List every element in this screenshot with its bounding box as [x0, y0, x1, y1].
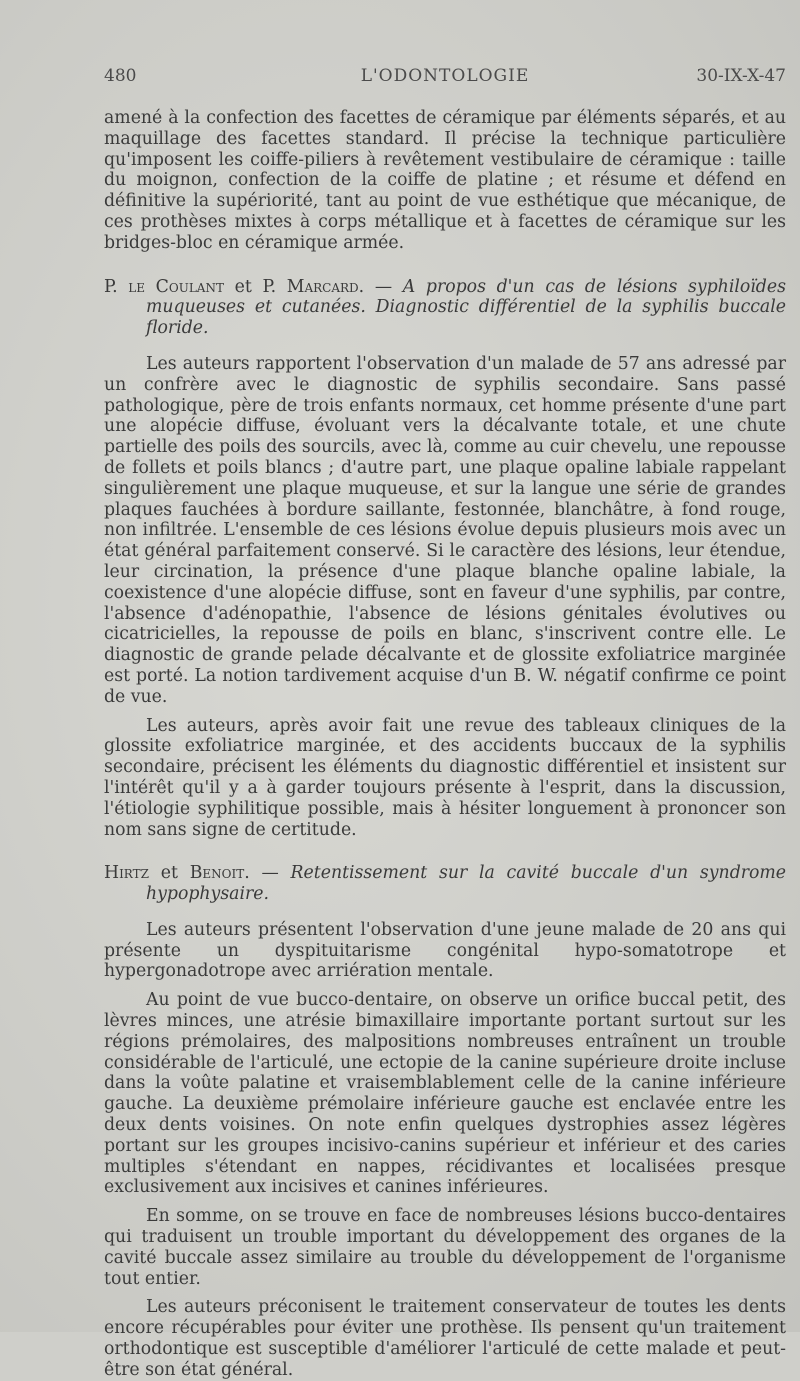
title-dash: —	[374, 276, 393, 297]
review-paragraph: Les auteurs rapportent l'observation d'un malade de 57 ans adressé par un confrère avec le diagnostic de syphilis secondaire. Sans passé pathologique, père de trois enfants normaux, cet homme présente d'une part une alopécie diffuse, évoluant vers la décalvante totale, et une chute partielle des poils des sourcils, avec là, comme au cuir chevelu, une repousse de follets et poils blancs ; d'autre part, une plaque opaline labiale rappelant singulièrement une plaque muqueuse, et sur la langue une série de grandes plaques fauchées à bordure saillante, festonnée, blanchâtre, à fond rouge, non infiltrée. L'ensemble de ces lésions évolue depuis plusieurs mois avec un état général parfaitement conservé. Si le caractère des lésions, leur étendue, leur circination, la présence d'une plaque blanche opaline labiale, la coexistence d'une alopécie diffuse, sont en faveur d'une syphilis, par contre, l'absence d'adénopathie, l'absence de lésions génitales évolutives ou cicatricielles, la repousse de poils en blanc, s'inscrivent contre elle. Le diagnostic de grande pelade décalvante et de glossite exfoliatrice marginée est porté. La notion tardivement acquise d'un B. W. négatif confirme ce point de vue.	[104, 353, 786, 707]
review-paragraph: Les auteurs, après avoir fait une revue des tableaux cliniques de la glossite exfoliatrice marginée, et des accidents buccaux de la syphilis secondaire, précisent les éléments du diagnostic différentiel et insistent sur l'intérêt qu'il y a à garder toujours présente à l'esprit, dans la discussion, l'étiologie syphilitique possible, mais à hésiter longuement à prononcer son nom sans signe de certitude.	[104, 715, 786, 840]
author-joiner: et	[160, 863, 178, 884]
review-paragraph: Au point de vue bucco-dentaire, on observe un orifice buccal petit, des lèvres minces, une atrésie bimaxillaire importante portant surtout sur les régions prémolaires, des malpositions nombreuses entraînent un trouble considérable de l'articulé, une ectopie de la canine supérieure droite incluse dans la voûte palatine et vraisemblablement celle de la canine inférieure gauche. La deuxième prémolaire inférieure gauche est enclavée entre les deux dents voisines. On note enfin quelques dystrophies assez légères portant sur les groupes incisivo-canins supérieur et inférieur et des caries multiples s'étendant en nappes, récidivantes et localisées presque exclusivement aux incisives et canines inférieures.	[104, 990, 786, 1198]
journal-title: L'ODONTOLOGIE	[360, 66, 530, 86]
author-name: Marcard.	[286, 276, 365, 297]
issue-date: 30-IX-X-47	[696, 66, 786, 86]
author-initial: P.	[104, 276, 118, 297]
author-name: Hirtz	[104, 863, 149, 884]
article-title: Retentissement sur la cavité buccale d'un syndrome hypophysaire.	[146, 863, 787, 905]
article-title: A propos d'un cas de lésions syphiloïdes muqueuses et cutanées. Diagnostic différentiel de la syphilis buccale floride.	[146, 276, 786, 339]
page-number: 480	[104, 66, 137, 86]
running-header	[104, 66, 786, 90]
author-joiner: et	[234, 276, 252, 297]
review-entry-heading-1	[104, 277, 786, 339]
review-paragraph: Les auteurs préconisent le traitement conservateur de toutes les dents encore récupérables pour éviter une prothèse. Ils pensent qu'un traitement orthodontique est susceptible d'améliorer l'articulé de cette malade et peut-être son état général.	[104, 1297, 786, 1380]
title-dash: —	[261, 863, 279, 884]
continuation-paragraph: amené à la confection des facettes de céramique par éléments séparés, et au maquillage des facettes standard. Il précise la technique particulière qu'imposent les coiffe-piliers à revêtement vestibulaire de céramique : taille du moignon, confection de la coiffe de platine ; et résume et défend en définitive la supériorité, tant au point de vue esthétique que mécanique, de ces prothèses mixtes à corps métallique et à facettes de céramique sur les bridges-bloc en céramique armée.	[104, 108, 786, 253]
review-paragraph: En somme, on se trouve en face de nombreuses lésions bucco-dentaires qui traduisent un trouble important du développement des organes de la cavité buccale assez similaire au trouble du développement de l'organisme tout entier.	[104, 1206, 786, 1289]
author-name: Benoit.	[189, 863, 250, 884]
review-entry-heading-2	[104, 863, 786, 905]
author-initial: P.	[262, 276, 277, 297]
author-name: le Coulant	[128, 276, 224, 297]
page-body	[104, 108, 786, 1381]
review-paragraph: Les auteurs présentent l'observation d'une jeune malade de 20 ans qui présente un dyspituitarisme congénital hypo-somatotrope et hypergonadotrope avec arriération mentale.	[104, 919, 786, 982]
